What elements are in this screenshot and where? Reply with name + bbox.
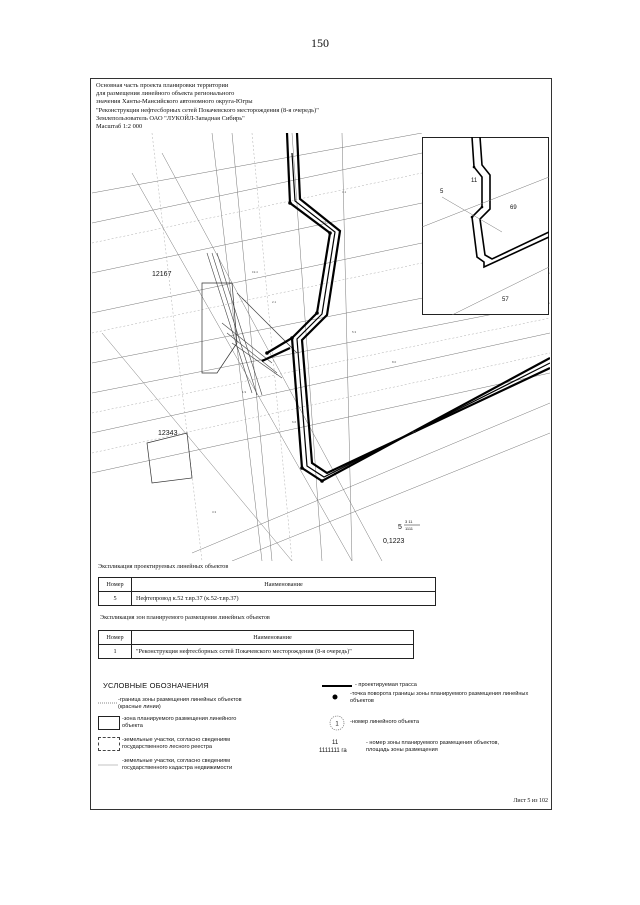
svg-text:6.6: 6.6 [292, 420, 297, 424]
table-row [99, 592, 436, 606]
table-header-row [99, 578, 436, 592]
table-header-cell: Номер [99, 578, 132, 592]
forest-parcel-symbol-icon [98, 737, 120, 751]
red-line-symbol-icon [98, 699, 118, 707]
inset-object-label: 5 [440, 189, 444, 195]
table-cell: 1 [99, 645, 132, 659]
header-line: Основная часть проекта планировки территории [96, 82, 229, 89]
inset-parcel-label: 69 [510, 205, 517, 211]
legend-item: -зона планируемого размещения линейного объекта [122, 716, 237, 729]
svg-text:3.3: 3.3 [212, 510, 217, 514]
header-line: "Реконструкция нефтесборных сетей Покачевского месторождения (8-я очередь)" [96, 106, 319, 114]
svg-text:3.1: 3.1 [342, 190, 347, 194]
zone-symbol-bottom: 1111111 га [319, 748, 347, 754]
legend-item: -номер линейного объекта [350, 719, 420, 725]
legend-item: -граница зоны размещения линейных объектов (красные линии) [118, 697, 242, 710]
header-line: значения Ханты-Мансийского автономного округа-Югры [96, 98, 253, 106]
inset-parcel-label: 57 [502, 297, 509, 303]
sheet-header [96, 82, 416, 131]
legend-item: -точка поворота границы зоны планируемого размещения линейных объектов [350, 691, 529, 704]
zone-area-label: 0,1223 [383, 538, 405, 545]
table-header-cell: Наименование [132, 578, 436, 592]
zone-code-label: 5 [398, 524, 402, 531]
zones-table [98, 630, 414, 659]
table-cell: Нефтепровод к.52 т.вр.37 (к.52-т.вр.37) [132, 592, 436, 606]
legend-item: -земельные участки, согласно сведениям государственного кадастра недвижимости [122, 758, 233, 771]
header-line: Землепользователь ОАО "ЛУКОЙЛ-Западная Сибирь" [96, 114, 245, 122]
linear-objects-title: Экспликация проектируемых линейных объектов [98, 563, 229, 570]
table-header-cell: Наименование [132, 631, 414, 645]
table-cell: "Реконструкция нефтесборных сетей Покачевского месторождения (8-я очередь)" [132, 645, 414, 659]
svg-text:1.9: 1.9 [242, 390, 247, 394]
cadastre-parcel-symbol-icon [98, 760, 118, 770]
table-header-cell: Номер [99, 631, 132, 645]
svg-text:7.0: 7.0 [322, 220, 327, 224]
svg-text:4.2: 4.2 [412, 430, 417, 434]
zone-symbol-icon [98, 716, 120, 730]
svg-text:2.1: 2.1 [272, 300, 277, 304]
parcel-label: 12343 [158, 430, 178, 437]
table-header-row [99, 631, 414, 645]
page-number: 150 [311, 36, 329, 50]
svg-text:5.3: 5.3 [352, 330, 357, 334]
legend-item: - проектируемая трасса [355, 682, 417, 688]
sheet-number: Лист 5 из 102 [513, 798, 548, 804]
zone-fraction-top: 3 11 [405, 519, 413, 524]
header-line: для размещения линейного объекта регионального [96, 90, 235, 98]
table-row [99, 645, 414, 659]
projected-route-symbol-icon [322, 683, 352, 689]
legend-item: - номер зоны планируемого размещения объектов, площадь зоны размещения [366, 740, 500, 753]
turning-point-symbol-icon [330, 692, 340, 702]
parcel-label: 12167 [152, 271, 172, 278]
header-line: Масштаб 1:2 000 [96, 123, 143, 131]
zones-title: Экспликация зон планируемого размещения линейных объектов [100, 614, 270, 621]
zone-symbol-top: 11 [332, 740, 339, 746]
zone-fraction-bottom: 1111 [405, 526, 414, 531]
table-cell: 5 [99, 592, 132, 606]
inset-map [422, 137, 549, 315]
svg-text:19.4: 19.4 [252, 270, 258, 274]
object-number-symbol-text: 1 [335, 721, 339, 728]
svg-text:8.0: 8.0 [392, 360, 397, 364]
object-number-symbol-icon [328, 714, 346, 732]
inset-zone-label: 11 [471, 178, 478, 184]
linear-objects-table [98, 577, 436, 606]
legend-item: -земельные участки, согласно сведениям государственного лесного реестра [122, 737, 231, 750]
legend-title: УСЛОВНЫЕ ОБОЗНАЧЕНИЯ [103, 681, 209, 690]
